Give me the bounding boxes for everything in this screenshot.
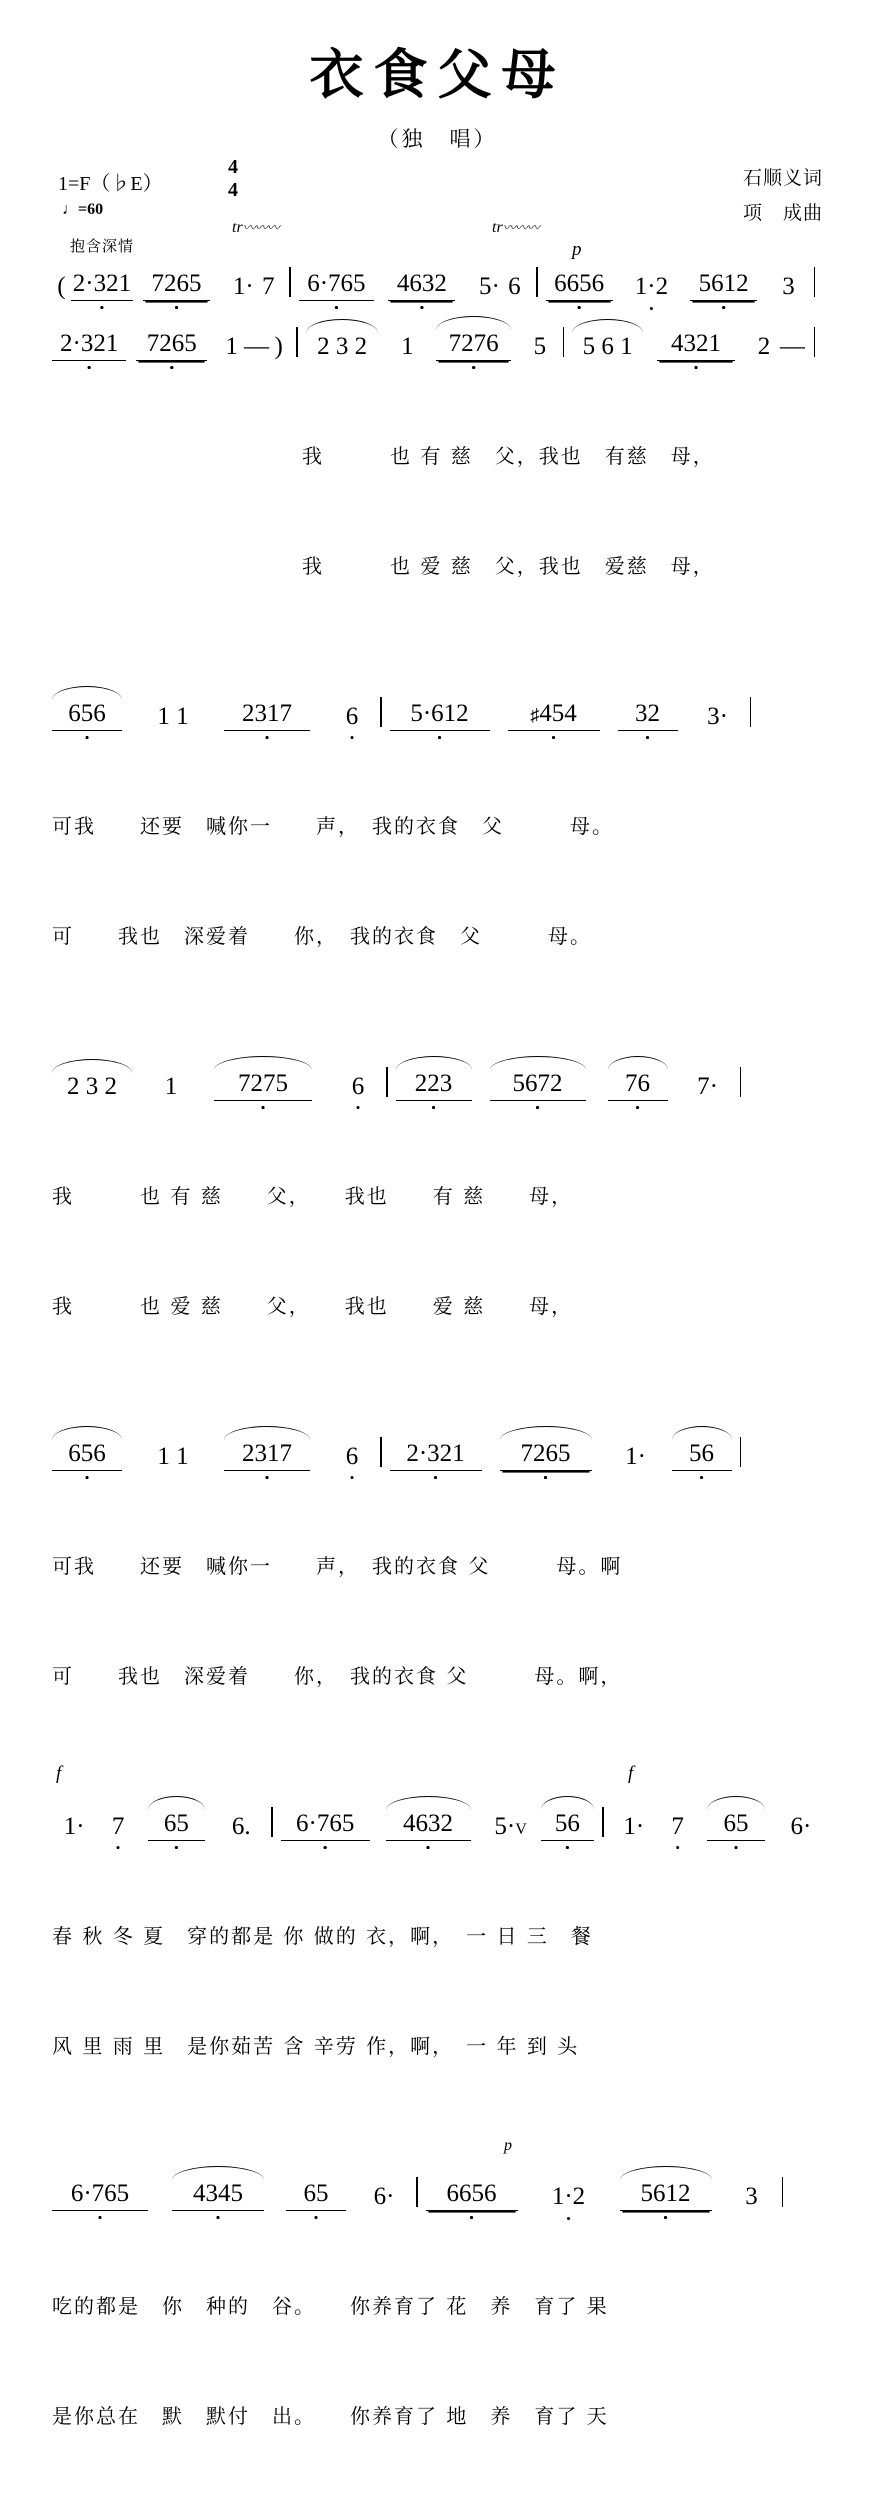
time-signature-top: 4: [228, 156, 238, 178]
lyrics-block: [52, 2211, 875, 2507]
system-1: [0, 219, 875, 301]
notes-row: 2 3 2 1 7 •2 •7 •5 • 6 • 2 •2 •3 • 5 •6 •7 •2 • 7 •6 • 7·: [52, 1047, 823, 1101]
lyrics-block: [52, 361, 875, 657]
lyric-line: 是你总在 默 默付 出。 你养育了 地 养 育了 天: [52, 2404, 609, 2428]
lyric-line: 可我 还要 喊你一 声， 我的衣食 父 母。: [52, 814, 614, 838]
system-3: [0, 677, 875, 1027]
lyric-line: 我 也 爱 慈 父，我也 爱慈 母，: [302, 554, 715, 578]
lyric-line: 我 也 有 慈 父， 我也 有 慈 母，: [52, 1184, 574, 1208]
lyric-line: 我 也 爱 慈 父， 我也 爱 慈 母，: [52, 1294, 574, 1318]
tempo-marking: ♩=60: [62, 201, 104, 218]
notes-row: 6 •5 •6 • 1 1 2 •3 •1 •7 • 6 • 5·6 •1 •2 • ♯4 •5 •4 • 3 •2 • 3·: [52, 677, 823, 731]
subtitle: （独 唱）: [377, 127, 498, 151]
notes-row: 2 •·3 •2 •1 7 •2 •6 •5 • 1 — ) 2 3 2 1 7 •2 •7 •6 • 5 5 6 1 4 •3 •2 •1 • 2 —: [52, 307, 823, 361]
dynamic-f: f: [628, 1763, 634, 1784]
page-title: 衣食父母: [309, 42, 566, 106]
system-6: [0, 1763, 875, 2137]
lyric-line: 可 我也 深爱着 你， 我的衣食 父 母。: [52, 924, 592, 948]
lyrics-block: [52, 1471, 875, 1767]
notes-row: 6·7 •6 •5 • 4 •3 •4 •5 • 6 •5 • 6· 6 •6 •5 •6 • 1·2 • 5 •6 •1 •2 • 3: [52, 2157, 823, 2211]
notes-row: ( 2 •·3 •2 •1 7 •2 •6 •5 • 1· 7 6·7 •6 •5 • 4 •6 •3 •2 • 5· 6 6 •6 •5 •6 • 1·2 • 5 •6 •1 •2 • 3: [52, 247, 823, 301]
trill-icon: tr〰〰〰: [232, 219, 279, 236]
lyric-line: 吃的都是 你 种的 谷。 你养育了 花 养 育了 果: [52, 2294, 609, 2318]
lyric-line: 春 秋 冬 夏 穿的都是 你 做的 衣，啊， 一 日 三 餐: [52, 1924, 593, 1948]
dynamic-f: f: [56, 1763, 62, 1784]
key-signature: 1=F（♭E）: [58, 173, 163, 195]
trill-icon: tr〰〰〰: [492, 219, 539, 236]
system-5: [0, 1417, 875, 1767]
time-signature-bottom: 4: [228, 179, 238, 201]
lyric-line: 风 里 雨 里 是你茹苦 含 辛劳 作，啊， 一 年 到 头: [52, 2034, 580, 2058]
lyric-line: 可我 还要 喊你一 声， 我的衣食 父 母。啊: [52, 1554, 623, 1578]
system-7: [0, 2137, 875, 2507]
system-4: [0, 1047, 875, 1397]
sheet-music-page: [0, 32, 875, 2428]
expression-marking: 抱含深情: [70, 239, 135, 255]
credits: [743, 161, 823, 231]
lyrics-block: [52, 1101, 875, 1397]
lyricist: 石顺义词: [742, 168, 823, 189]
lyrics-block: [52, 731, 875, 1027]
score-header: [0, 155, 875, 255]
lyric-line: 我 也 有 慈 父，我也 有慈 母，: [302, 444, 715, 468]
dynamic-p: p: [504, 2137, 512, 2154]
lyric-line: 可 我也 深爱着 你， 我的衣食 父 母。啊，: [52, 1664, 623, 1688]
system-2: [0, 307, 875, 657]
notes-row: 6 •5 •6 • 1 1 2 •3 •1 •7 • 6 • 2 •·3 •2 •1 • 7 •2 •6 •5 • 1· 5 •6 •: [52, 1417, 823, 1471]
dynamic-p: p: [572, 239, 582, 260]
lyrics-block: [52, 1841, 875, 2137]
time-signature: [228, 157, 238, 201]
notes-row: 1· 7 • 6 •5 • 6. 6·7 •6 •5 • 4 •6 •3 •2 • 5·V 5 •6 • 1· 7 • 6 •5 • 6·: [52, 1787, 823, 1841]
composer: 项 成曲: [742, 203, 823, 225]
